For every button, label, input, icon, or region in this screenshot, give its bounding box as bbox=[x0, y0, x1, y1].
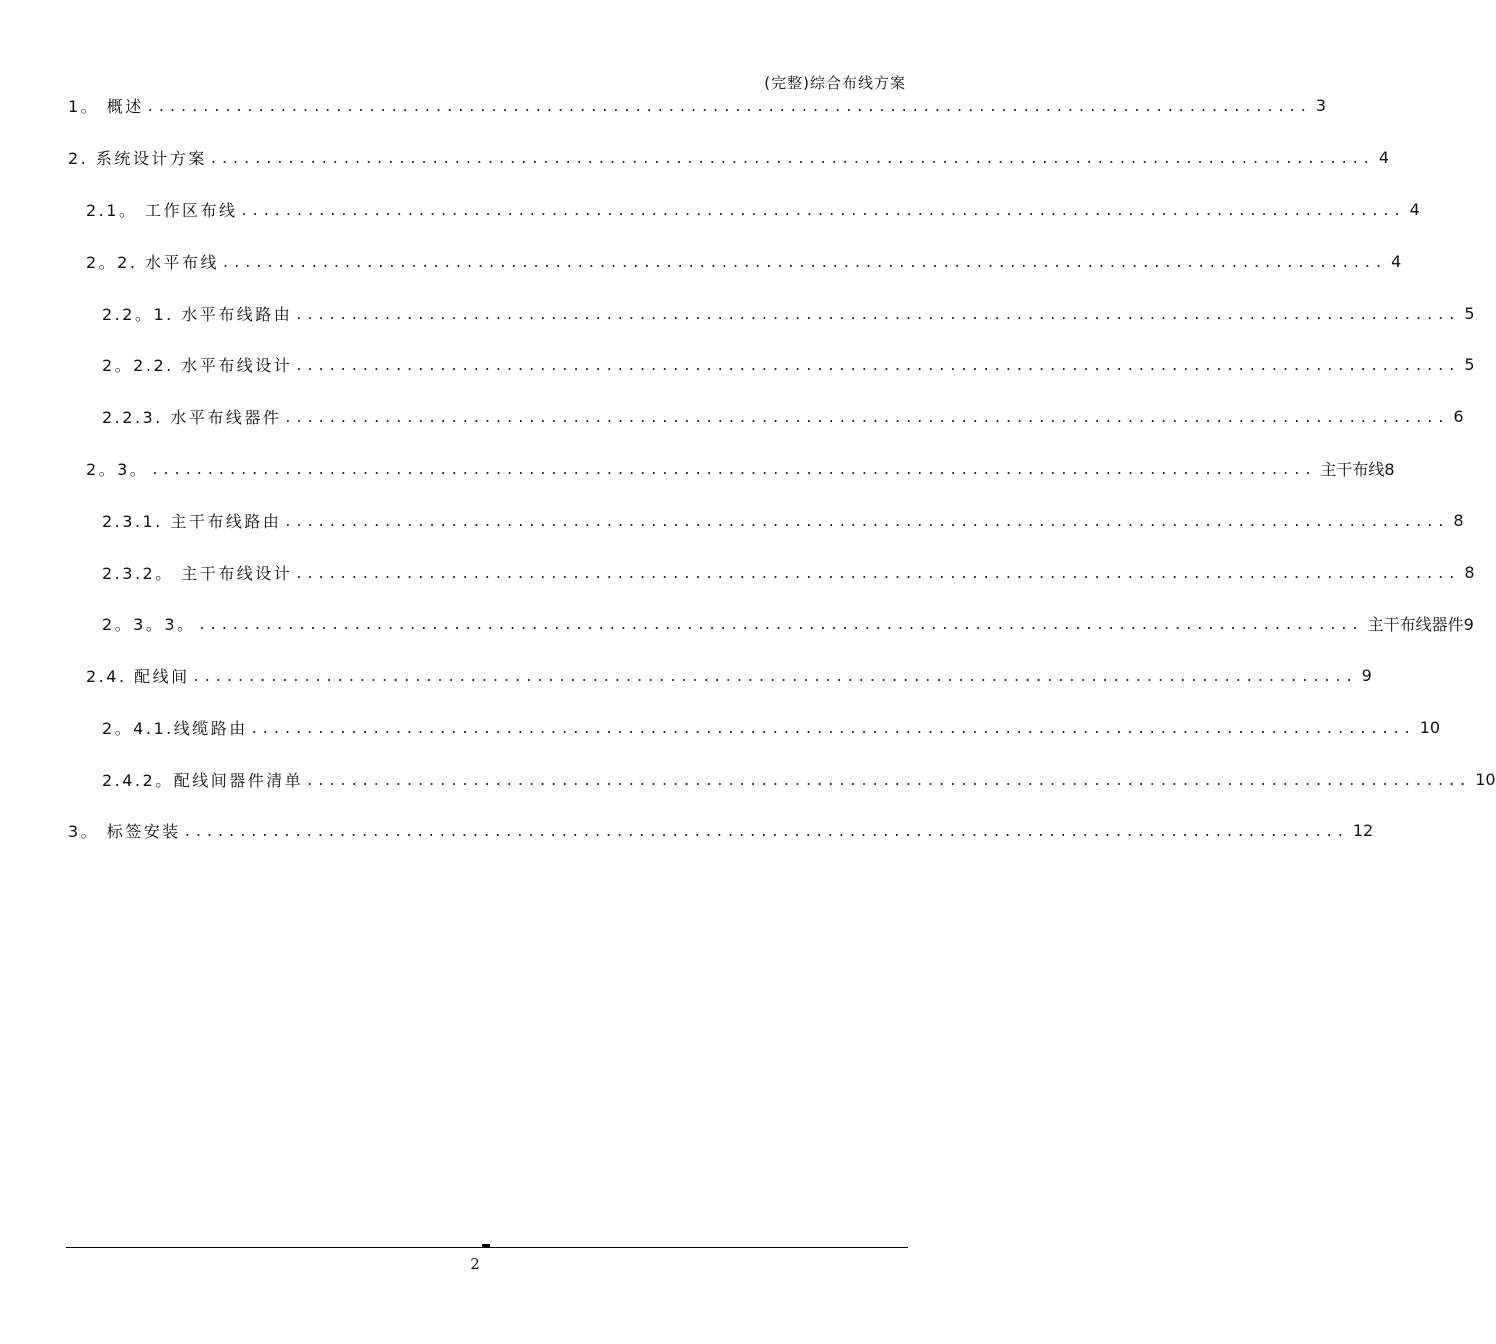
toc-entry-page: 10 bbox=[1419, 717, 1441, 737]
toc-entry-title: 2.1。 工作区布线 bbox=[86, 200, 238, 220]
toc-entry[interactable] bbox=[102, 767, 1496, 791]
toc-dot-leader: ......................................................................................................... bbox=[184, 821, 1349, 840]
toc-entry[interactable] bbox=[86, 197, 1420, 221]
toc-entry[interactable] bbox=[102, 715, 1441, 739]
toc-entry[interactable] bbox=[102, 611, 1474, 635]
toc-entry-page: 9 bbox=[1361, 665, 1372, 685]
toc-entry[interactable] bbox=[68, 818, 1374, 842]
toc-entry-page: 8 bbox=[1464, 562, 1475, 582]
footer-page-number: 2 bbox=[470, 1255, 480, 1273]
toc-entry-page: 主干布线器件9 bbox=[1367, 614, 1474, 634]
toc-entry-title: 2。2.2. 水平布线设计 bbox=[102, 355, 293, 375]
toc-entry[interactable] bbox=[102, 560, 1475, 584]
toc-dot-leader: ......................................................................................................... bbox=[193, 666, 1358, 685]
toc-entry-page: 主干布线8 bbox=[1320, 459, 1395, 479]
toc-entry[interactable] bbox=[102, 352, 1475, 376]
toc-entry[interactable] bbox=[86, 456, 1395, 480]
toc-entry-page: 5 bbox=[1464, 303, 1475, 323]
toc-dot-leader: ......................................................................................................... bbox=[296, 355, 1461, 374]
toc-entry-page: 8 bbox=[1453, 510, 1464, 530]
toc-entry-page: 3 bbox=[1315, 95, 1326, 115]
toc-dot-leader: ......................................................................................................... bbox=[296, 563, 1461, 582]
footer-mark bbox=[482, 1244, 490, 1248]
toc-entry[interactable] bbox=[102, 404, 1464, 428]
toc-entry-title: 2.4. 配线间 bbox=[86, 666, 190, 686]
toc-dot-leader: ......................................................................................................... bbox=[251, 718, 1416, 737]
toc-dot-leader: ......................................................................................................... bbox=[199, 614, 1364, 633]
toc-dot-leader: ......................................................................................................... bbox=[296, 304, 1461, 323]
toc-entry-title: 2。2. 水平布线 bbox=[86, 252, 220, 272]
toc-dot-leader: ......................................................................................................... bbox=[285, 407, 1450, 426]
toc-entry[interactable] bbox=[102, 301, 1475, 325]
toc-dot-leader: ......................................................................................................... bbox=[147, 96, 1312, 115]
toc-entry-title: 2。3。3。 bbox=[102, 614, 196, 634]
toc-entry-title: 2. 系统设计方案 bbox=[68, 148, 207, 168]
toc-entry-title: 2.2。1. 水平布线路由 bbox=[102, 304, 293, 324]
toc-entry[interactable] bbox=[68, 145, 1390, 169]
toc-entry-title: 2。3。 bbox=[86, 459, 149, 479]
toc-dot-leader: ......................................................................................................... bbox=[241, 200, 1406, 219]
toc-dot-leader: ......................................................................................................... bbox=[210, 148, 1375, 167]
toc-entry-title: 2.3.2。 主干布线设计 bbox=[102, 563, 293, 583]
toc-entry-page: 12 bbox=[1352, 820, 1374, 840]
toc-entry-page: 10 bbox=[1475, 769, 1496, 789]
toc-entry-page: 4 bbox=[1409, 199, 1420, 219]
toc-entry-title: 2。4.1.线缆路由 bbox=[102, 718, 248, 738]
toc-entry-title: 2.2.3. 水平布线器件 bbox=[102, 407, 282, 427]
toc-entry-page: 4 bbox=[1378, 147, 1390, 167]
toc-entry-page: 4 bbox=[1391, 251, 1402, 271]
toc-entry[interactable] bbox=[68, 93, 1326, 117]
toc-dot-leader: ......................................................................................................... bbox=[285, 511, 1450, 530]
running-header-title: (完整)综合布线方案 bbox=[764, 74, 906, 92]
toc-dot-leader: ......................................................................................................... bbox=[223, 252, 1388, 271]
toc-entry[interactable] bbox=[86, 249, 1402, 273]
toc-entry-page: 5 bbox=[1464, 354, 1475, 374]
toc-entry-title: 2.4.2。配线间器件清单 bbox=[102, 770, 304, 790]
toc-entry-title: 3。 标签安装 bbox=[68, 821, 181, 841]
toc-entry-title: 1。 概述 bbox=[68, 96, 144, 116]
toc-dot-leader: ......................................................................................................... bbox=[307, 770, 1472, 789]
toc-entry[interactable] bbox=[86, 663, 1372, 687]
toc-entry-title: 2.3.1. 主干布线路由 bbox=[102, 511, 282, 531]
toc-entry[interactable] bbox=[102, 508, 1464, 532]
toc-entry-page: 6 bbox=[1453, 406, 1464, 426]
toc-dot-leader: ......................................................................................................... bbox=[152, 459, 1317, 478]
